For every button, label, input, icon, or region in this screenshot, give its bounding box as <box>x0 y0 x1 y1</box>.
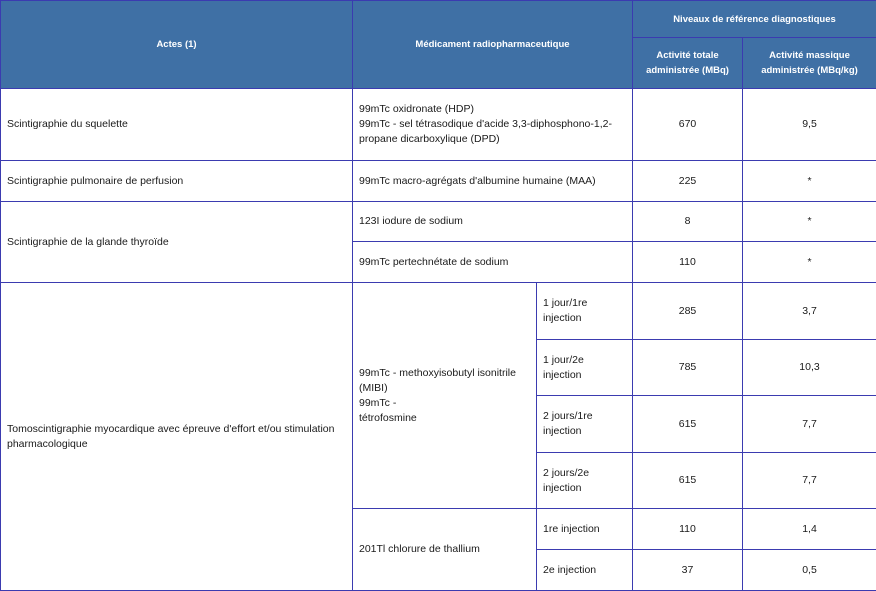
activite-massique-cell: 1,4 <box>743 509 876 550</box>
medicament-line: 99mTc - methoxyisobutyl isonitrile <box>359 366 516 379</box>
activite-totale-cell: 785 <box>633 340 743 396</box>
header-activite-totale-line: administrée (MBq) <box>646 65 729 76</box>
protocol-line: injection <box>543 312 582 324</box>
table-row <box>1 202 876 242</box>
protocol-line: injection <box>543 425 582 437</box>
activite-massique-cell: 9,5 <box>743 89 876 161</box>
activite-totale-cell: 225 <box>633 161 743 202</box>
acte-line: pharmacologique <box>7 437 88 450</box>
activite-massique-cell: 7,7 <box>743 396 876 453</box>
medicament-cell <box>353 283 537 509</box>
activite-massique-cell: * <box>743 202 876 242</box>
medicament-cell <box>353 89 633 161</box>
header-activite-massique <box>743 38 876 89</box>
acte-cell <box>1 283 353 591</box>
medicament-cell: 201Tl chlorure de thallium <box>353 509 537 591</box>
activite-totale-cell: 285 <box>633 283 743 340</box>
medicament-line: 99mTc - sel tétrasodique d'acide 3,3-diphosphono-1,2- <box>359 118 612 130</box>
activite-massique-cell: 0,5 <box>743 550 876 591</box>
header-niveaux: Niveaux de référence diagnostiques <box>633 1 876 38</box>
medicament-cell: 99mTc pertechnétate de sodium <box>353 242 633 283</box>
protocol-line: injection <box>543 368 582 381</box>
medicament-line: 99mTc oxidronate (HDP) <box>359 103 474 115</box>
protocol-cell <box>537 283 633 340</box>
protocol-line: 2 jours/1re <box>543 410 593 422</box>
acte-cell: Scintigraphie du squelette <box>1 89 353 161</box>
acte-cell: Scintigraphie de la glande thyroïde <box>1 202 353 283</box>
protocol-cell <box>537 453 633 509</box>
medicament-line: tétrofosmine <box>359 411 417 424</box>
protocol-line: 2 jours/2e <box>543 466 590 479</box>
protocol-line: injection <box>543 481 582 494</box>
protocol-line: 1 jour/2e <box>543 353 584 366</box>
activite-massique-cell: * <box>743 161 876 202</box>
activite-totale-cell: 110 <box>633 242 743 283</box>
activite-massique-cell: 3,7 <box>743 283 876 340</box>
activite-massique-cell: 7,7 <box>743 453 876 509</box>
table-row <box>1 89 876 161</box>
medicament-line: propane dicarboxylique (DPD) <box>359 133 500 145</box>
acte-cell: Scintigraphie pulmonaire de perfusion <box>1 161 353 202</box>
protocol-cell: 2e injection <box>537 550 633 591</box>
activite-totale-cell: 670 <box>633 89 743 161</box>
medicament-cell: 99mTc macro-agrégats d'albumine humaine (MAA) <box>353 161 633 202</box>
header-activite-massique-line: Activité massique <box>769 50 850 61</box>
medicament-line: 99mTc - <box>359 396 397 409</box>
protocol-cell <box>537 396 633 453</box>
activite-totale-cell: 37 <box>633 550 743 591</box>
header-activite-massique-line: administrée (MBq/kg) <box>761 65 858 76</box>
table-row <box>1 161 876 202</box>
header-actes: Actes (1) <box>1 1 353 89</box>
activite-massique-cell: 10,3 <box>743 340 876 396</box>
protocol-line: 1 jour/1re <box>543 297 588 309</box>
activite-totale-cell: 8 <box>633 202 743 242</box>
protocol-cell: 1re injection <box>537 509 633 550</box>
activite-massique-cell: * <box>743 242 876 283</box>
header-activite-totale <box>633 38 743 89</box>
header-activite-totale-line: Activité totale <box>656 50 719 61</box>
medicament-line: (MIBI) <box>359 381 388 394</box>
acte-line: Tomoscintigraphie myocardique avec épreuve d'effort et/ou stimulation <box>7 422 335 435</box>
medicament-cell: 123I iodure de sodium <box>353 202 633 242</box>
activite-totale-cell: 110 <box>633 509 743 550</box>
activite-totale-cell: 615 <box>633 453 743 509</box>
activite-totale-cell: 615 <box>633 396 743 453</box>
header-medicament: Médicament radiopharmaceutique <box>353 1 633 89</box>
table-row <box>1 283 876 340</box>
protocol-cell <box>537 340 633 396</box>
